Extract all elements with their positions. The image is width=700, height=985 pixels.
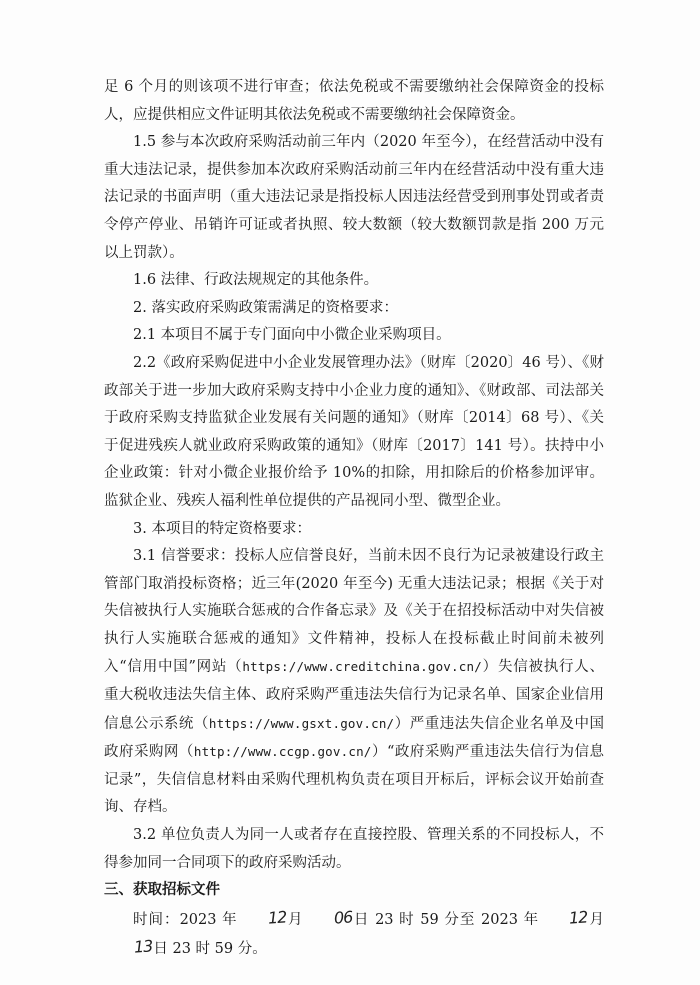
ccgp-url: http://www.ccgp.gov.cn/ — [193, 744, 372, 760]
paragraph-2-policy-requirements: 2. 落实政府采购政策需满足的资格要求： — [133, 299, 398, 316]
credit-text-part-1: 3.1 信誉要求：投标人应信誉良好，当前未因不良行为记录被建设行政主管部门取消投标资格；近三年(2020 年至今) 无重大违法记录；根据《关于对失信被执行人实施联合惩戒的合作备忘录》及《关于在招投标活动中对失信被执行人实施联合惩戒的通知》文件精神，投标人在投标截止时间前未被列入“信用中国”网站（ — [104, 548, 604, 676]
section-heading-obtain-documents: 三、获取招标文件 — [104, 882, 220, 899]
paragraph-social-security-cont: 足 6 个月的则该项不进行审查；依法免税或不需要缴纳社会保障资金的投标人，应提供相应文件证明其依法免税或不需要缴纳社会保障资金。 — [104, 79, 604, 123]
paragraph-3-specific-requirements: 3. 本项目的特定资格要求： — [133, 520, 311, 537]
gsxt-url: https://www.gsxt.gov.cn/ — [208, 715, 395, 731]
time-line — [104, 905, 604, 964]
paragraph-2-2-sme-policy: 2.2《政府采购促进中小企业发展管理办法》（财库〔2020〕46 号）、《财政部关于进一步加大政府采购支持中小企业力度的通知》、《财政部、司法部关于政府采购支持监狱企业发展有关问题的通知》（财库〔2014〕68 号）、《关于促进残疾人就业政府采购政策的通知》（财库〔2017〕141 号）。扶持中小企业政策：针对小微企业报价给予 10%的扣除，用扣除后的价格参加评审。监狱企业、残疾人福利性单位提供的产品视同小型、微型企业。 — [104, 354, 604, 509]
handwritten-day-end: 13 — [133, 936, 153, 958]
paragraph-3-1-credit-requirements — [104, 543, 604, 822]
month-char-start: 月 — [286, 911, 304, 928]
credit-text-part-4: ）“政府采购严重违法失信行为信息记录”，失信信息材料由采购代理机构负责在项目开标后，评标会议开始前查询、存档。 — [104, 744, 605, 816]
handwritten-month-end: 12 — [568, 907, 589, 928]
credit-text-part-2: ）失信被执行人、重大税收违法失信主体、政府采购严重违法失信行为记录名单、国家企业信用信息公示系统（ — [104, 659, 604, 732]
credit-text-part-3: ）严重违法失信企业名单及中国政府采购网（ — [104, 715, 604, 761]
time-prefix: 时间：2023 年 — [133, 911, 238, 928]
paragraph-1-5-no-violation: 1.5 参与本次政府采购活动前三年内（2020 年至今），在经营活动中没有重大违法记录，提供参加本次政府采购活动前三年内在经营活动中没有重大违法记录的书面声明（重大违法记录是指投标人因违法经营受到刑事处罚或者责令停产停业、吊销许可证或者执照、较大数额（较大数额罚款是指 200 万元以上罚款）。 — [104, 134, 604, 261]
handwritten-day-start: 06 — [332, 907, 353, 928]
paragraph-3-2-related-bidders: 3.2 单位负责人为同一人或者存在直接控股、管理关系的不同投标人，不得参加同一合同项下的政府采购活动。 — [104, 827, 604, 871]
time-suffix: 日 23 时 59 分。 — [153, 941, 267, 958]
document-body — [104, 74, 604, 964]
month-char-end: 月 — [588, 911, 605, 928]
handwritten-month-start: 12 — [266, 907, 287, 928]
paragraph-2-1-not-sme-only: 2.1 本项目不属于专门面向中小微企业采购项目。 — [133, 327, 451, 344]
paragraph-1-6-other-conditions: 1.6 法律、行政法规规定的其他条件。 — [133, 272, 379, 289]
time-middle: 日 23 时 59 分至 2023 年 — [352, 911, 540, 928]
creditchina-url: https://www.creditchina.gov.cn/ — [242, 659, 482, 675]
